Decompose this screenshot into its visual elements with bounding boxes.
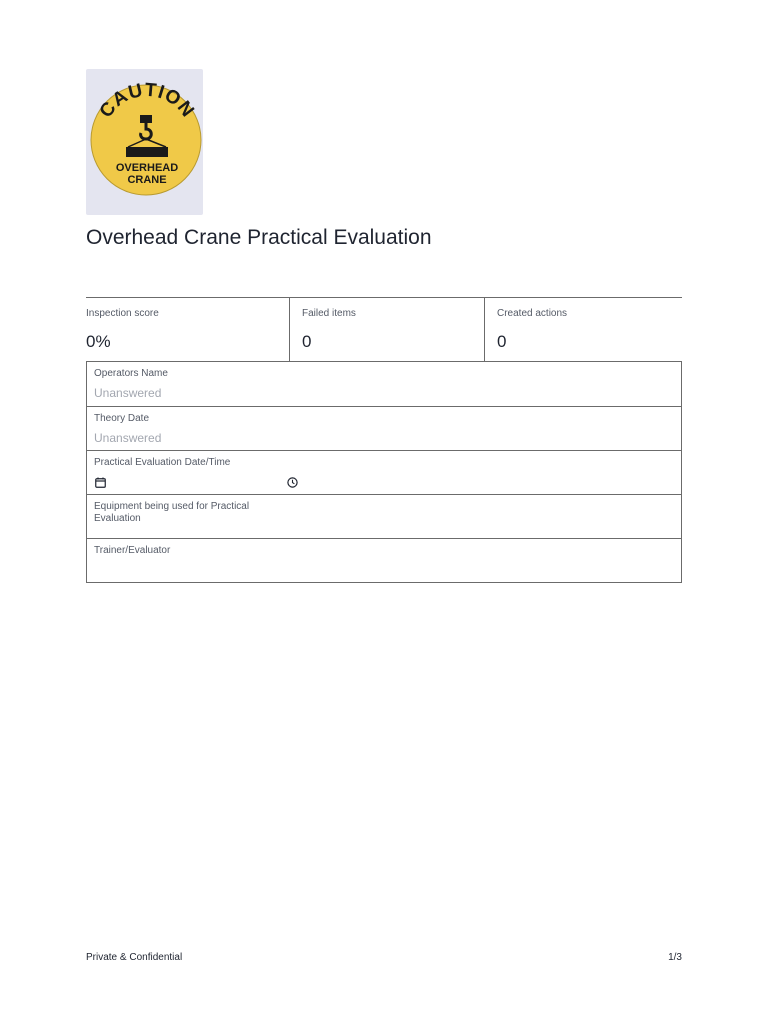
logo-line1: OVERHEAD — [115, 162, 179, 174]
caution-sign-image — [86, 69, 203, 215]
footer-page-number: 1/3 — [668, 952, 682, 963]
logo-line2: CRANE — [127, 174, 167, 186]
field-label: Theory Date — [94, 413, 150, 424]
field-label: Operators Name — [94, 368, 168, 379]
failed-items-label: Failed items — [302, 308, 356, 319]
page-title: Overhead Crane Practical Evaluation — [86, 226, 432, 249]
clock-icon — [287, 477, 298, 488]
field-equipment — [87, 494, 681, 538]
field-theory-date — [87, 406, 681, 450]
created-actions-cell — [484, 298, 682, 362]
failed-items-value: 0 — [302, 332, 312, 351]
inspection-score-value: 0% — [86, 332, 111, 351]
field-value: Unanswered — [94, 386, 162, 400]
field-label: Trainer/Evaluator — [94, 545, 171, 556]
logo-caution-text: CAUTION — [95, 79, 199, 122]
calendar-icon — [95, 477, 106, 488]
inspection-score-cell — [86, 298, 289, 362]
created-actions-label: Created actions — [497, 308, 568, 319]
inspection-score-label: Inspection score — [86, 308, 159, 319]
field-operators-name — [87, 362, 681, 406]
field-practical-evaluation-datetime — [87, 450, 681, 494]
field-label: Equipment being used for Practical Evaluation — [94, 501, 250, 524]
caution-overhead-crane-logo — [86, 69, 203, 215]
field-trainer-evaluator — [87, 538, 681, 582]
failed-items-cell — [289, 298, 484, 362]
question-fields — [86, 361, 682, 583]
footer-confidential: Private & Confidential — [86, 952, 183, 963]
summary-bar — [86, 297, 682, 361]
created-actions-value: 0 — [497, 332, 507, 351]
field-label: Practical Evaluation Date/Time — [94, 457, 231, 468]
field-value: Unanswered — [94, 431, 162, 445]
